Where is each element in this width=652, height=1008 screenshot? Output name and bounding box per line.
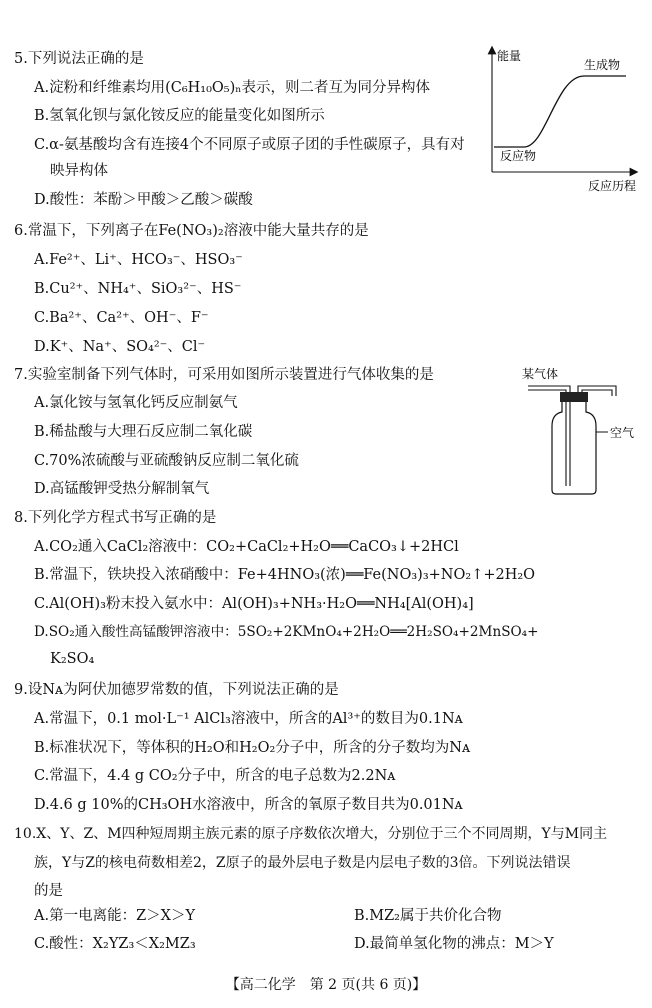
question-7-option-d: D.高锰酸钾受热分解制氧气: [34, 481, 210, 497]
energy-reactant-label: 反应物: [500, 149, 537, 163]
question-9-option-c: C.常温下，4.4 g CO₂分子中，所含的电子总数为2.2Nᴀ: [34, 768, 396, 784]
question-5-stem: 5.下列说法正确的是: [14, 51, 144, 67]
question-9-option-d: D.4.6 g 10%的CH₃OH水溶液中，所含的氧原子数目共为0.01Nᴀ: [34, 797, 463, 813]
question-6-option-a: A.Fe²⁺、Li⁺、HCO₃⁻、HSO₃⁻: [34, 252, 243, 268]
energy-diagram: [480, 40, 640, 200]
question-10-option-b: B.MZ₂属于共价化合物: [354, 908, 502, 924]
gas-collection-apparatus: [520, 362, 650, 502]
question-10-stem-line-1: 10.X、Y、Z、M四种短周期主族元素的原子序数依次增大，分别位于三个不同周期，Y与M同主: [14, 826, 608, 842]
question-6-option-b: B.Cu²⁺、NH₄⁺、SiO₃²⁻、HS⁻: [34, 281, 242, 297]
energy-ylabel: 能量: [497, 49, 522, 63]
apparatus-bottle: [552, 402, 596, 494]
question-8-option-d-cont: K₂SO₄: [50, 651, 95, 667]
question-8-option-a: A.CO₂通入CaCl₂溶液中：CO₂+CaCl₂+H₂O══CaCO₃↓+2HCl: [34, 539, 459, 555]
question-9-option-a: A.常温下，0.1 mol·L⁻¹ AlCl₃溶液中，所含的Al³⁺的数目为0.1Nᴀ: [34, 711, 463, 727]
question-5-option-c: C.α-氨基酸均含有连接4个不同原子或原子团的手性碳原子，具有对: [34, 137, 465, 153]
question-7-option-b: B.稀盐酸与大理石反应制二氧化碳: [34, 424, 253, 440]
energy-curve: [494, 76, 626, 147]
question-5-option-d: D.酸性：苯酚＞甲酸＞乙酸＞碳酸: [34, 192, 253, 208]
energy-xlabel: 反应历程: [588, 179, 637, 193]
question-8-stem: 8.下列化学方程式书写正确的是: [14, 510, 217, 526]
question-7-option-a: A.氯化铵与氢氧化钙反应制氨气: [34, 395, 238, 411]
question-9-stem: 9.设Nᴀ为阿伏加德罗常数的值，下列说法正确的是: [14, 682, 339, 698]
question-6-option-c: C.Ba²⁺、Ca²⁺、OH⁻、F⁻: [34, 310, 209, 326]
question-8-option-d: D.SO₂通入酸性高锰酸钾溶液中：5SO₂+2KMnO₄+2H₂O══2H₂SO₄+2MnSO₄+: [34, 624, 539, 640]
question-8-option-c: C.Al(OH)₃粉末投入氨水中：Al(OH)₃+NH₃·H₂O══NH₄[Al(OH)₄]: [34, 596, 474, 612]
question-6-stem: 6.常温下，下列离子在Fe(NO₃)₂溶液中能大量共存的是: [14, 223, 369, 239]
question-6-option-d: D.K⁺、Na⁺、SO₄²⁻、Cl⁻: [34, 339, 206, 355]
question-7-option-c: C.70%浓硫酸与亚硫酸钠反应制二氧化硫: [34, 453, 299, 469]
apparatus-gas-label: 某气体: [522, 367, 559, 381]
question-7-stem: 7.实验室制备下列气体时，可采用如图所示装置进行气体收集的是: [14, 367, 434, 383]
question-10-stem-line-3: 的是: [34, 883, 63, 899]
question-5-option-c-cont: 映异构体: [50, 163, 108, 179]
page-footer: 【高二化学 第 2 页(共 6 页)】: [225, 977, 427, 993]
apparatus-stopper: [560, 392, 588, 402]
question-10-stem-line-2: 族，Y与Z的核电荷数相差2，Z原子的最外层电子数是内层电子数的3倍。下列说法错误: [34, 855, 571, 871]
question-10-option-c: C.酸性：X₂YZ₃＜X₂MZ₃: [34, 936, 196, 952]
question-5-option-b: B.氢氧化钡与氯化铵反应的能量变化如图所示: [34, 108, 325, 124]
question-10-option-a: A.第一电离能：Z＞X＞Y: [34, 908, 196, 924]
question-5-option-a: A.淀粉和纤维素均用(C₆H₁₀O₅)ₙ表示，则二者互为同分异构体: [34, 80, 431, 96]
question-8-option-b: B.常温下，铁块投入浓硝酸中：Fe+4HNO₃(浓)══Fe(NO₃)₃+NO₂↑+2H₂O: [34, 567, 536, 583]
question-9-option-b: B.标准状况下，等体积的H₂O和H₂O₂分子中，所含的分子数均为Nᴀ: [34, 740, 471, 756]
apparatus-air-label: 空气: [610, 426, 635, 440]
question-10-option-d: D.最简单氢化物的沸点：M＞Y: [354, 936, 554, 952]
energy-product-label: 生成物: [584, 58, 621, 72]
